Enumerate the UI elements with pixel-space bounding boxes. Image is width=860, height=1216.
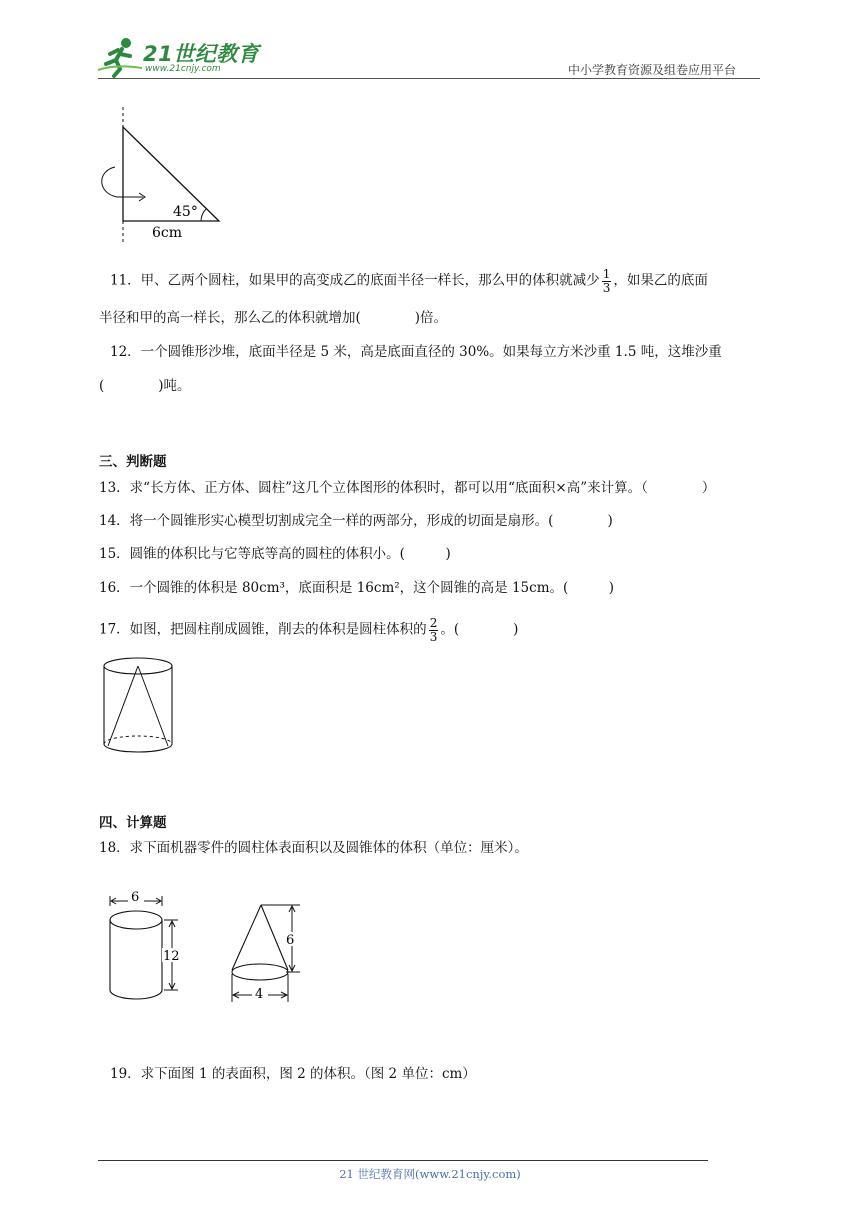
question-17: 17．如图，把圆柱削成圆锥，削去的体积是圆柱体积的 $\frac{2}{3}$ 。( ) xyxy=(99,616,519,644)
right-triangle xyxy=(123,127,219,221)
cone-edge-right xyxy=(138,666,168,746)
question-15: 15．圆锥的体积比与它等底等高的圆柱的体积小。( ) xyxy=(99,546,451,562)
cylinder-height-label: 12 xyxy=(163,949,180,964)
fraction-two-thirds: $\frac{2}{3}$ xyxy=(429,616,438,644)
footer-divider xyxy=(98,1160,708,1161)
cylinder-diameter-label: 6 xyxy=(131,890,140,905)
cone-right-edge xyxy=(261,905,288,970)
question-19: 19．求下面图 1 的表面积，图 2 的体积。（图 2 单位：cm） xyxy=(110,1066,476,1082)
logo-url: www.21cnjy.com xyxy=(145,64,221,74)
angle-arc xyxy=(201,209,206,221)
triangle-rotation-figure xyxy=(95,105,230,250)
cone-edge-left xyxy=(108,666,138,746)
machine-parts-figure xyxy=(100,890,310,1008)
fraction-one-third: $\frac{1}{3}$ xyxy=(602,267,611,295)
cone-height-label: 6 xyxy=(286,933,295,948)
angle-label: 45° xyxy=(173,204,198,220)
logo xyxy=(96,36,144,78)
question-12-line-1: 12．一个圆锥形沙堆，底面半径是 5 米，高是底面直径的 30%。如果每立方米沙重 1.5 吨，这堆沙重 xyxy=(110,344,722,360)
cone-diameter-label: 4 xyxy=(255,987,264,1002)
runner-logo-icon xyxy=(96,36,144,78)
header-divider xyxy=(98,78,760,79)
footer-text: 21 世纪教育网(www.21cnjy.com) xyxy=(339,1167,521,1181)
question-16: 16．一个圆锥的体积是 80cm³，底面积是 16cm²，这个圆锥的高是 15cm。( ) xyxy=(99,580,615,596)
question-18: 18．求下面机器零件的圆柱体表面积以及圆锥体的体积（单位：厘米）。 xyxy=(99,840,528,856)
cone-left-edge xyxy=(232,905,261,970)
header-platform-name: 中小学教育资源及组卷应用平台 xyxy=(568,63,737,77)
cone-base-ellipse xyxy=(232,964,288,980)
section-calculation-title: 四、计算题 xyxy=(99,815,167,831)
logo-text: 21世纪教育 xyxy=(143,42,260,66)
cylinder-cone-figure xyxy=(100,654,180,759)
question-13: 13．求“长方体、正方体、圆柱”这几个立体图形的体积时，都可以用“底面积×高”来计算。（ ） xyxy=(99,480,716,496)
section-judgment-title: 三、判断题 xyxy=(99,454,167,470)
question-11-line-2: 半径和甲的高一样长，那么乙的体积就增加( )倍。 xyxy=(99,310,448,326)
question-12-line-2: ( )吨。 xyxy=(99,378,191,394)
question-11-line-1: 11．甲、乙两个圆柱，如果甲的高变成乙的底面半径一样长，那么甲的体积就减少 $\frac{1}{3}$ ，如果乙的底面 xyxy=(110,267,708,295)
question-14: 14．将一个圆锥形实心模型切割成完全一样的两部分，形成的切面是扇形。( ) xyxy=(99,513,613,529)
cylinder-top-ellipse xyxy=(110,911,162,929)
base-label: 6cm xyxy=(152,225,183,241)
